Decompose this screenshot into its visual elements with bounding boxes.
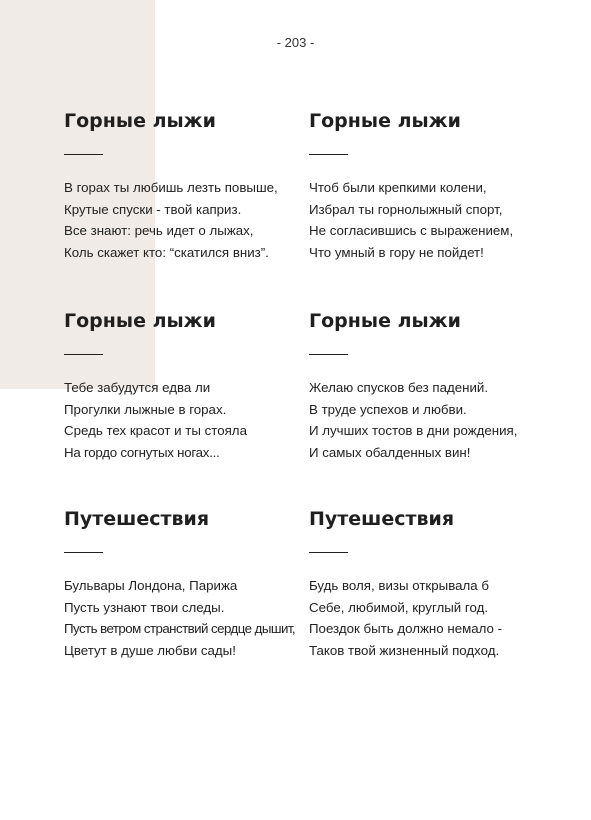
poem-line: Не согласившись с выражением, (309, 223, 514, 238)
poem-title: Горные лыжи (64, 110, 216, 132)
poem-title: Горные лыжи (64, 310, 216, 332)
title-underline (64, 154, 103, 155)
poem-line: На гордо согнутых ногах... (64, 444, 220, 460)
poem-verse (309, 575, 569, 661)
poem-title: Путешествия (64, 508, 210, 530)
poem-line: Средь тех красот и ты стояла (64, 423, 247, 438)
poem-verse (64, 377, 324, 463)
poem-line: Прогулки лыжные в горах. (64, 401, 227, 417)
poem-line: И лучших тостов в дни рождения, (309, 423, 518, 438)
page-number: - 203 - (276, 35, 315, 50)
poem-title: Путешествия (309, 508, 455, 530)
poem-line: Пусть узнают твои следы. (64, 599, 225, 615)
title-underline (309, 154, 348, 155)
poem-block (309, 309, 569, 463)
poem-line: Бульвары Лондона, Парижа (64, 578, 238, 593)
poem-block (309, 109, 569, 263)
poem-line: Избрал ты горнолыжный спорт, (309, 201, 503, 217)
poem-line: Поездок быть должно немало - (309, 621, 503, 636)
poem-block (64, 109, 324, 263)
poem-line: Все знают: речь идет о лыжах, (64, 223, 254, 238)
poem-line: Чтоб были крепкими колени, (309, 180, 487, 195)
poem-line: Коль скажет кто: “скатился вниз”. (64, 244, 269, 260)
poem-verse (309, 177, 569, 263)
poem-block (64, 507, 324, 661)
title-underline (309, 354, 348, 355)
poem-verse (64, 575, 324, 661)
title-underline (64, 552, 103, 553)
poem-line: Тебе забудутся едва ли (64, 380, 211, 395)
poem-title: Горные лыжи (309, 110, 461, 132)
poem-line: Себе, любимой, круглый год. (309, 599, 489, 615)
poem-line: В горах ты любишь лезть повыше, (64, 180, 278, 195)
title-underline (309, 552, 348, 553)
poem-line: В труде успехов и любви. (309, 401, 467, 417)
poem-line: Пусть ветром странствий сердце дышит, (64, 621, 296, 636)
poem-title: Горные лыжи (309, 310, 461, 332)
poem-line: Крутые спуски - твой каприз. (64, 201, 242, 217)
poem-line: Цветут в душе любви сады! (64, 642, 236, 658)
poem-verse (64, 177, 324, 263)
poem-block (64, 309, 324, 463)
poem-line: И самых обалденных вин! (309, 444, 471, 460)
poem-line: Желаю спусков без падений. (309, 380, 489, 395)
title-underline (64, 354, 103, 355)
poem-verse (309, 377, 569, 463)
poem-block (309, 507, 569, 661)
poem-line: Будь воля, визы открывала б (309, 578, 489, 593)
poem-line: Что умный в гору не пойдет! (309, 244, 484, 260)
poem-line: Таков твой жизненный подход. (309, 642, 500, 658)
